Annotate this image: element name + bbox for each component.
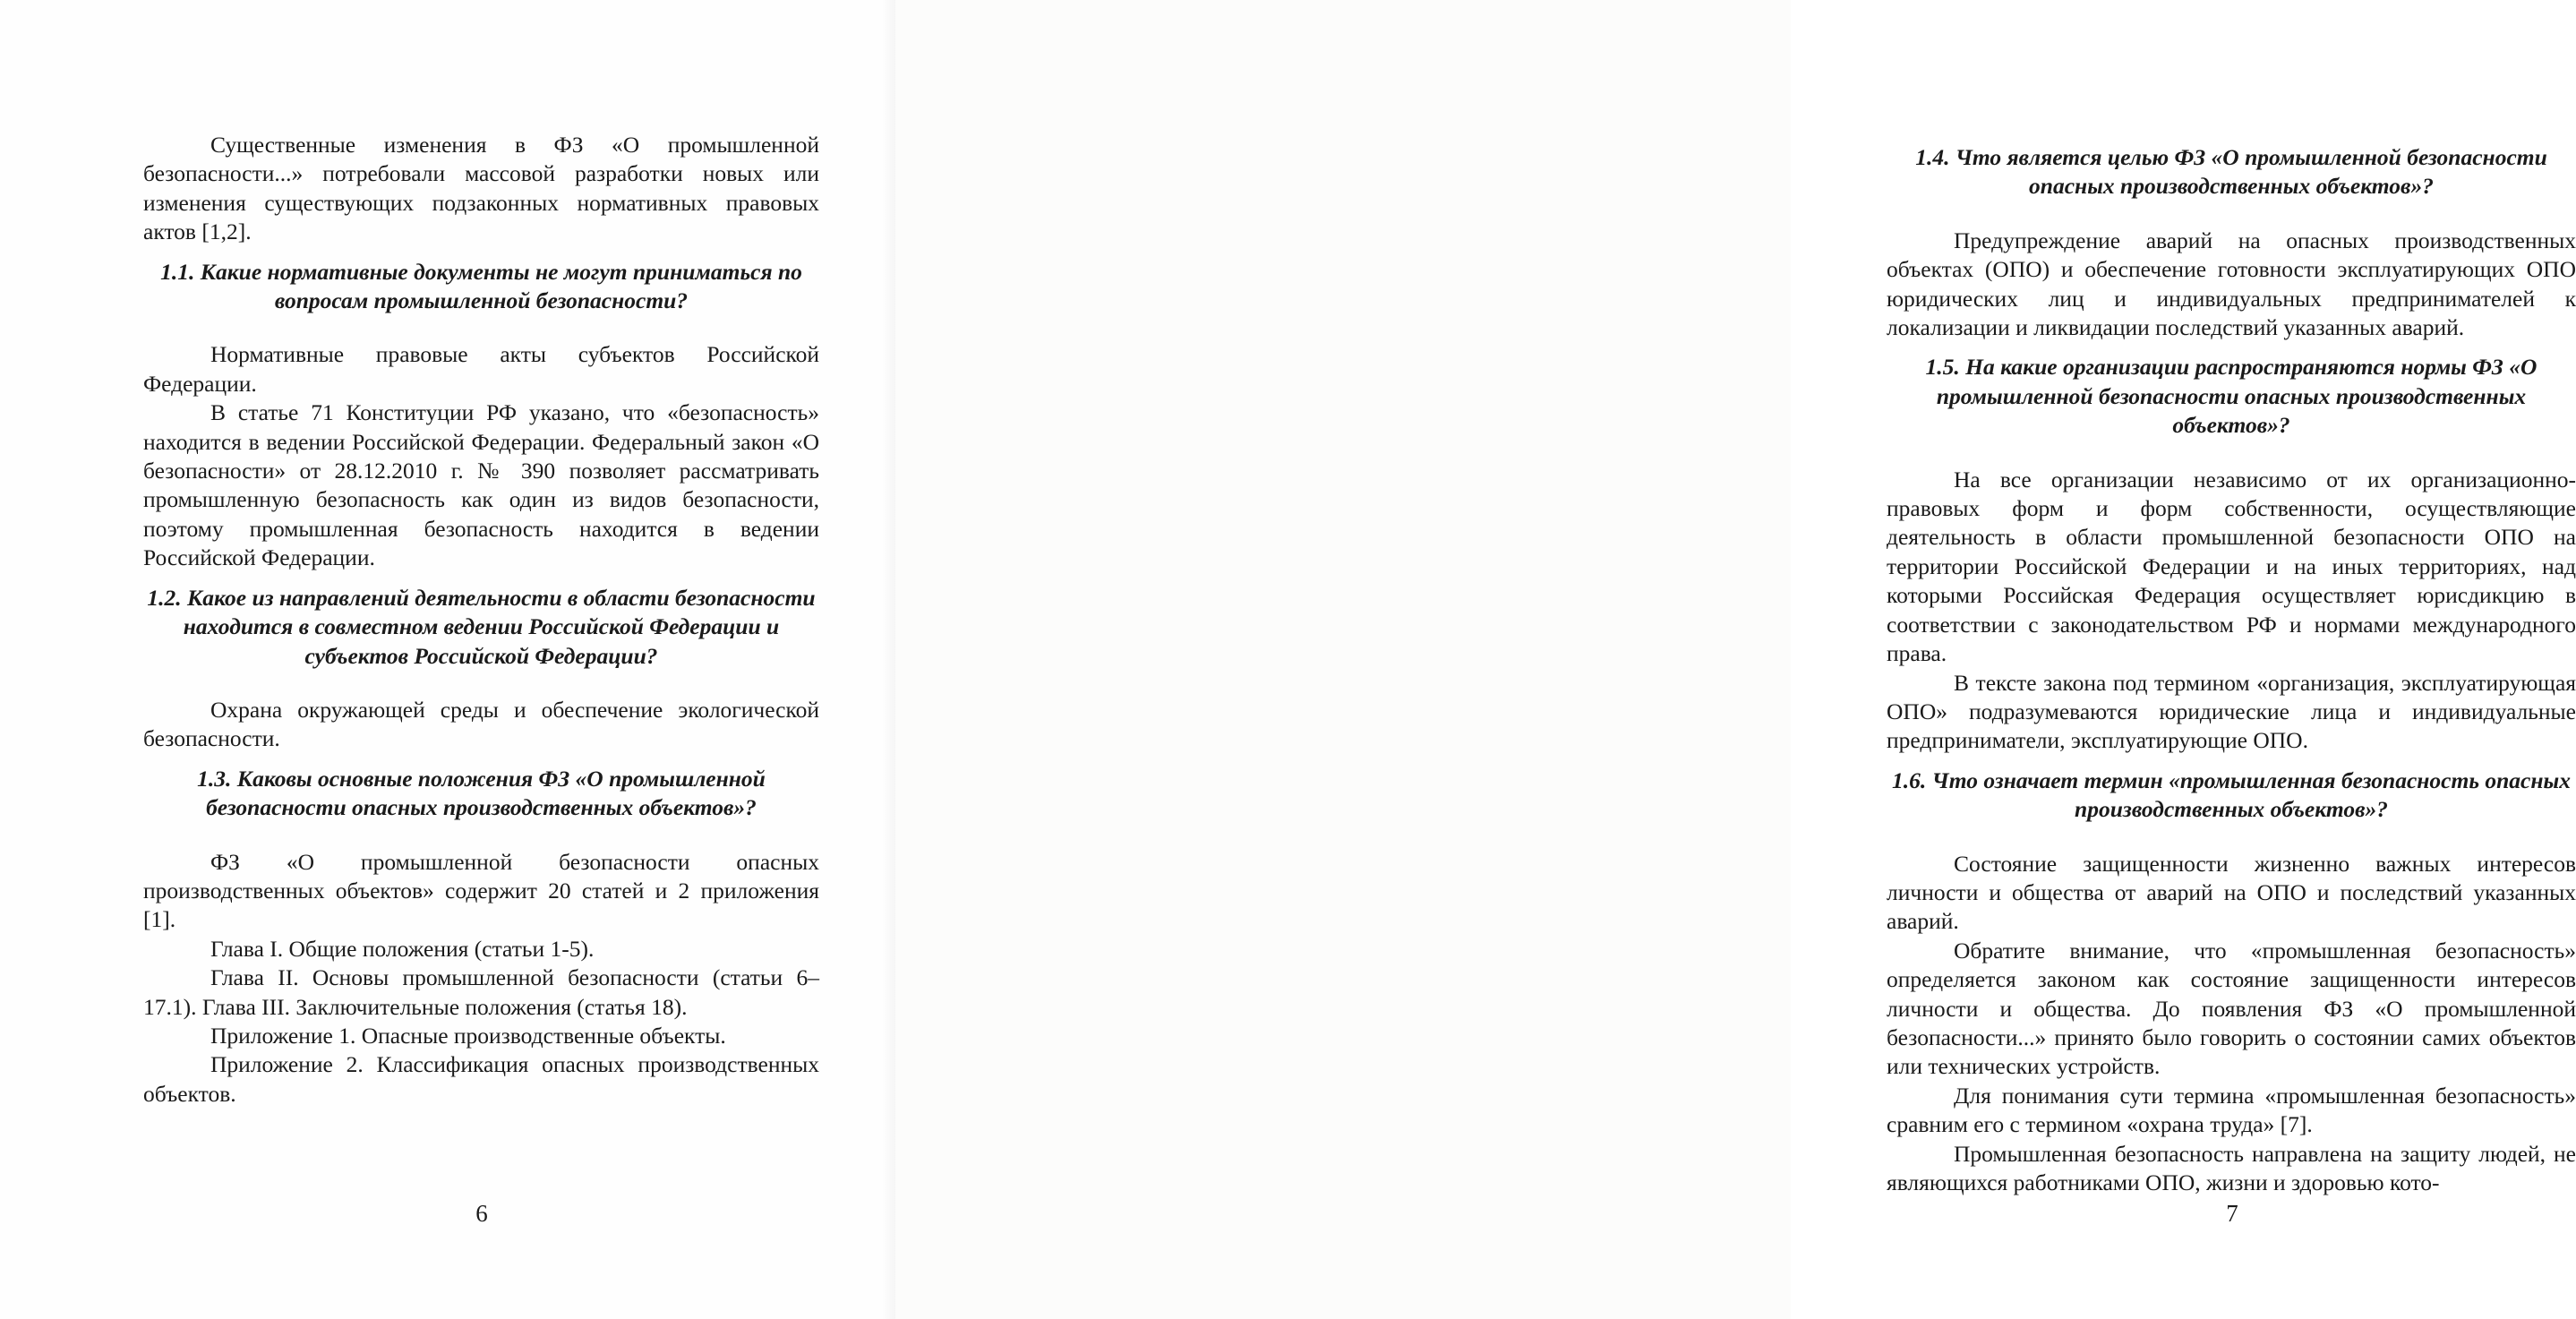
question-heading-1-1: 1.1. Какие нормативные документы не могут приниматься по вопросам промышленной безопасности? [160, 258, 802, 314]
left-column [143, 131, 819, 1109]
answer-paragraph: Приложение 1. Опасные производственные объекты. [210, 1022, 726, 1049]
question-heading-1-6: 1.6. Что означает термин «промышленная безопасность опасных производственных объектов»? [1892, 767, 2571, 823]
answer-paragraph: Промышленная безопасность направлена на защиту людей, не являющихся работниками ОПО, жизни и здоровью кото- [1887, 1140, 2576, 1195]
answer-paragraph: Охрана окружающей среды и обеспечение экологической безопасности. [143, 696, 819, 752]
question-heading-1-4: 1.4. Что является целью ФЗ «О промышленной безопасности опасных производственных объектов»? [1915, 144, 2547, 200]
answer-paragraph: Глава I. Общие положения (статьи 1-5). [210, 935, 595, 962]
question-heading-1-2: 1.2. Какое из направлений деятельности в области безопасности находится в совместном ведении Российской Федерации и субъектов Российской Федерации? [147, 584, 816, 669]
answer-paragraph: В тексте закона под термином «организация, эксплуатирующая ОПО» подразумеваются юридические лица и индивидуальные предприниматели, эксплуатирующие ОПО. [1887, 669, 2576, 754]
left-page [0, 0, 895, 1319]
page-number-right: 7 [2226, 1200, 2238, 1227]
right-column [1887, 143, 2576, 1197]
answer-paragraph: Обратите внимание, что «промышленная безопасность» определяется законом как состояние защищенности интересов личности и общества. До появления ФЗ «О промышленной безопасности...» принято было говорить о состоянии самих объектов или технических устройств. [1887, 937, 2576, 1080]
right-page [895, 0, 2576, 1319]
answer-paragraph: В статье 71 Конституции РФ указано, что «безопасность» находится в ведении Российской Федерации. Федеральный закон «О безопасности» от 28.12.2010 г. № 390 позволяет рассматривать промышленную безопасность как один из видов безопасности, поэтому промышленная безопасность находится в ведении Российской Федерации. [143, 399, 819, 571]
answer-paragraph: На все организации независимо от их организационно-правовых форм и форм собственности, осуществляющие деятельность в области промышленной безопасности ОПО на территории Российской Федерации и на иных территориях, над которыми Российская Федерация осуществляет юрисдикцию в соответствии с законодательством РФ и нормами международного права. [1887, 466, 2576, 667]
intro-paragraph: Существенные изменения в ФЗ «О промышленной безопасности...» потребовали массовой разработки новых или изменения существующих подзаконных нормативных правовых актов [1,2]. [143, 132, 819, 245]
question-heading-1-3: 1.3. Каковы основные положения ФЗ «О промышленной безопасности опасных производственных объектов»? [197, 765, 766, 821]
answer-paragraph: Глава II. Основы промышленной безопасности (статьи 6–17.1). Глава III. Заключительные положения (статья 18). [143, 964, 819, 1020]
answer-paragraph: Состояние защищенности жизненно важных интересов личности и общества от аварий на ОПО и последствий указанных аварий. [1887, 850, 2576, 935]
answer-paragraph: Предупреждение аварий на опасных производственных объектах (ОПО) и обеспечение готовности эксплуатирующих ОПО юридических лиц и индивидуальных предпринимателей к локализации и ликвидации последствий указанных аварий. [1887, 227, 2576, 341]
answer-paragraph: Нормативные правовые акты субъектов Российской Федерации. [143, 341, 819, 397]
answer-paragraph: Для понимания сути термина «промышленная безопасность» сравним его с термином «охрана труда» [7]. [1887, 1082, 2576, 1138]
page-number-left: 6 [475, 1200, 488, 1227]
answer-paragraph: Приложение 2. Классификация опасных производственных объектов. [143, 1051, 819, 1107]
question-heading-1-5: 1.5. На какие организации распространяются нормы ФЗ «О промышленной безопасности опасных производственных объектов»? [1925, 354, 2537, 439]
answer-paragraph: ФЗ «О промышленной безопасности опасных производственных объектов» содержит 20 статей и 2 приложения [1]. [143, 848, 819, 933]
